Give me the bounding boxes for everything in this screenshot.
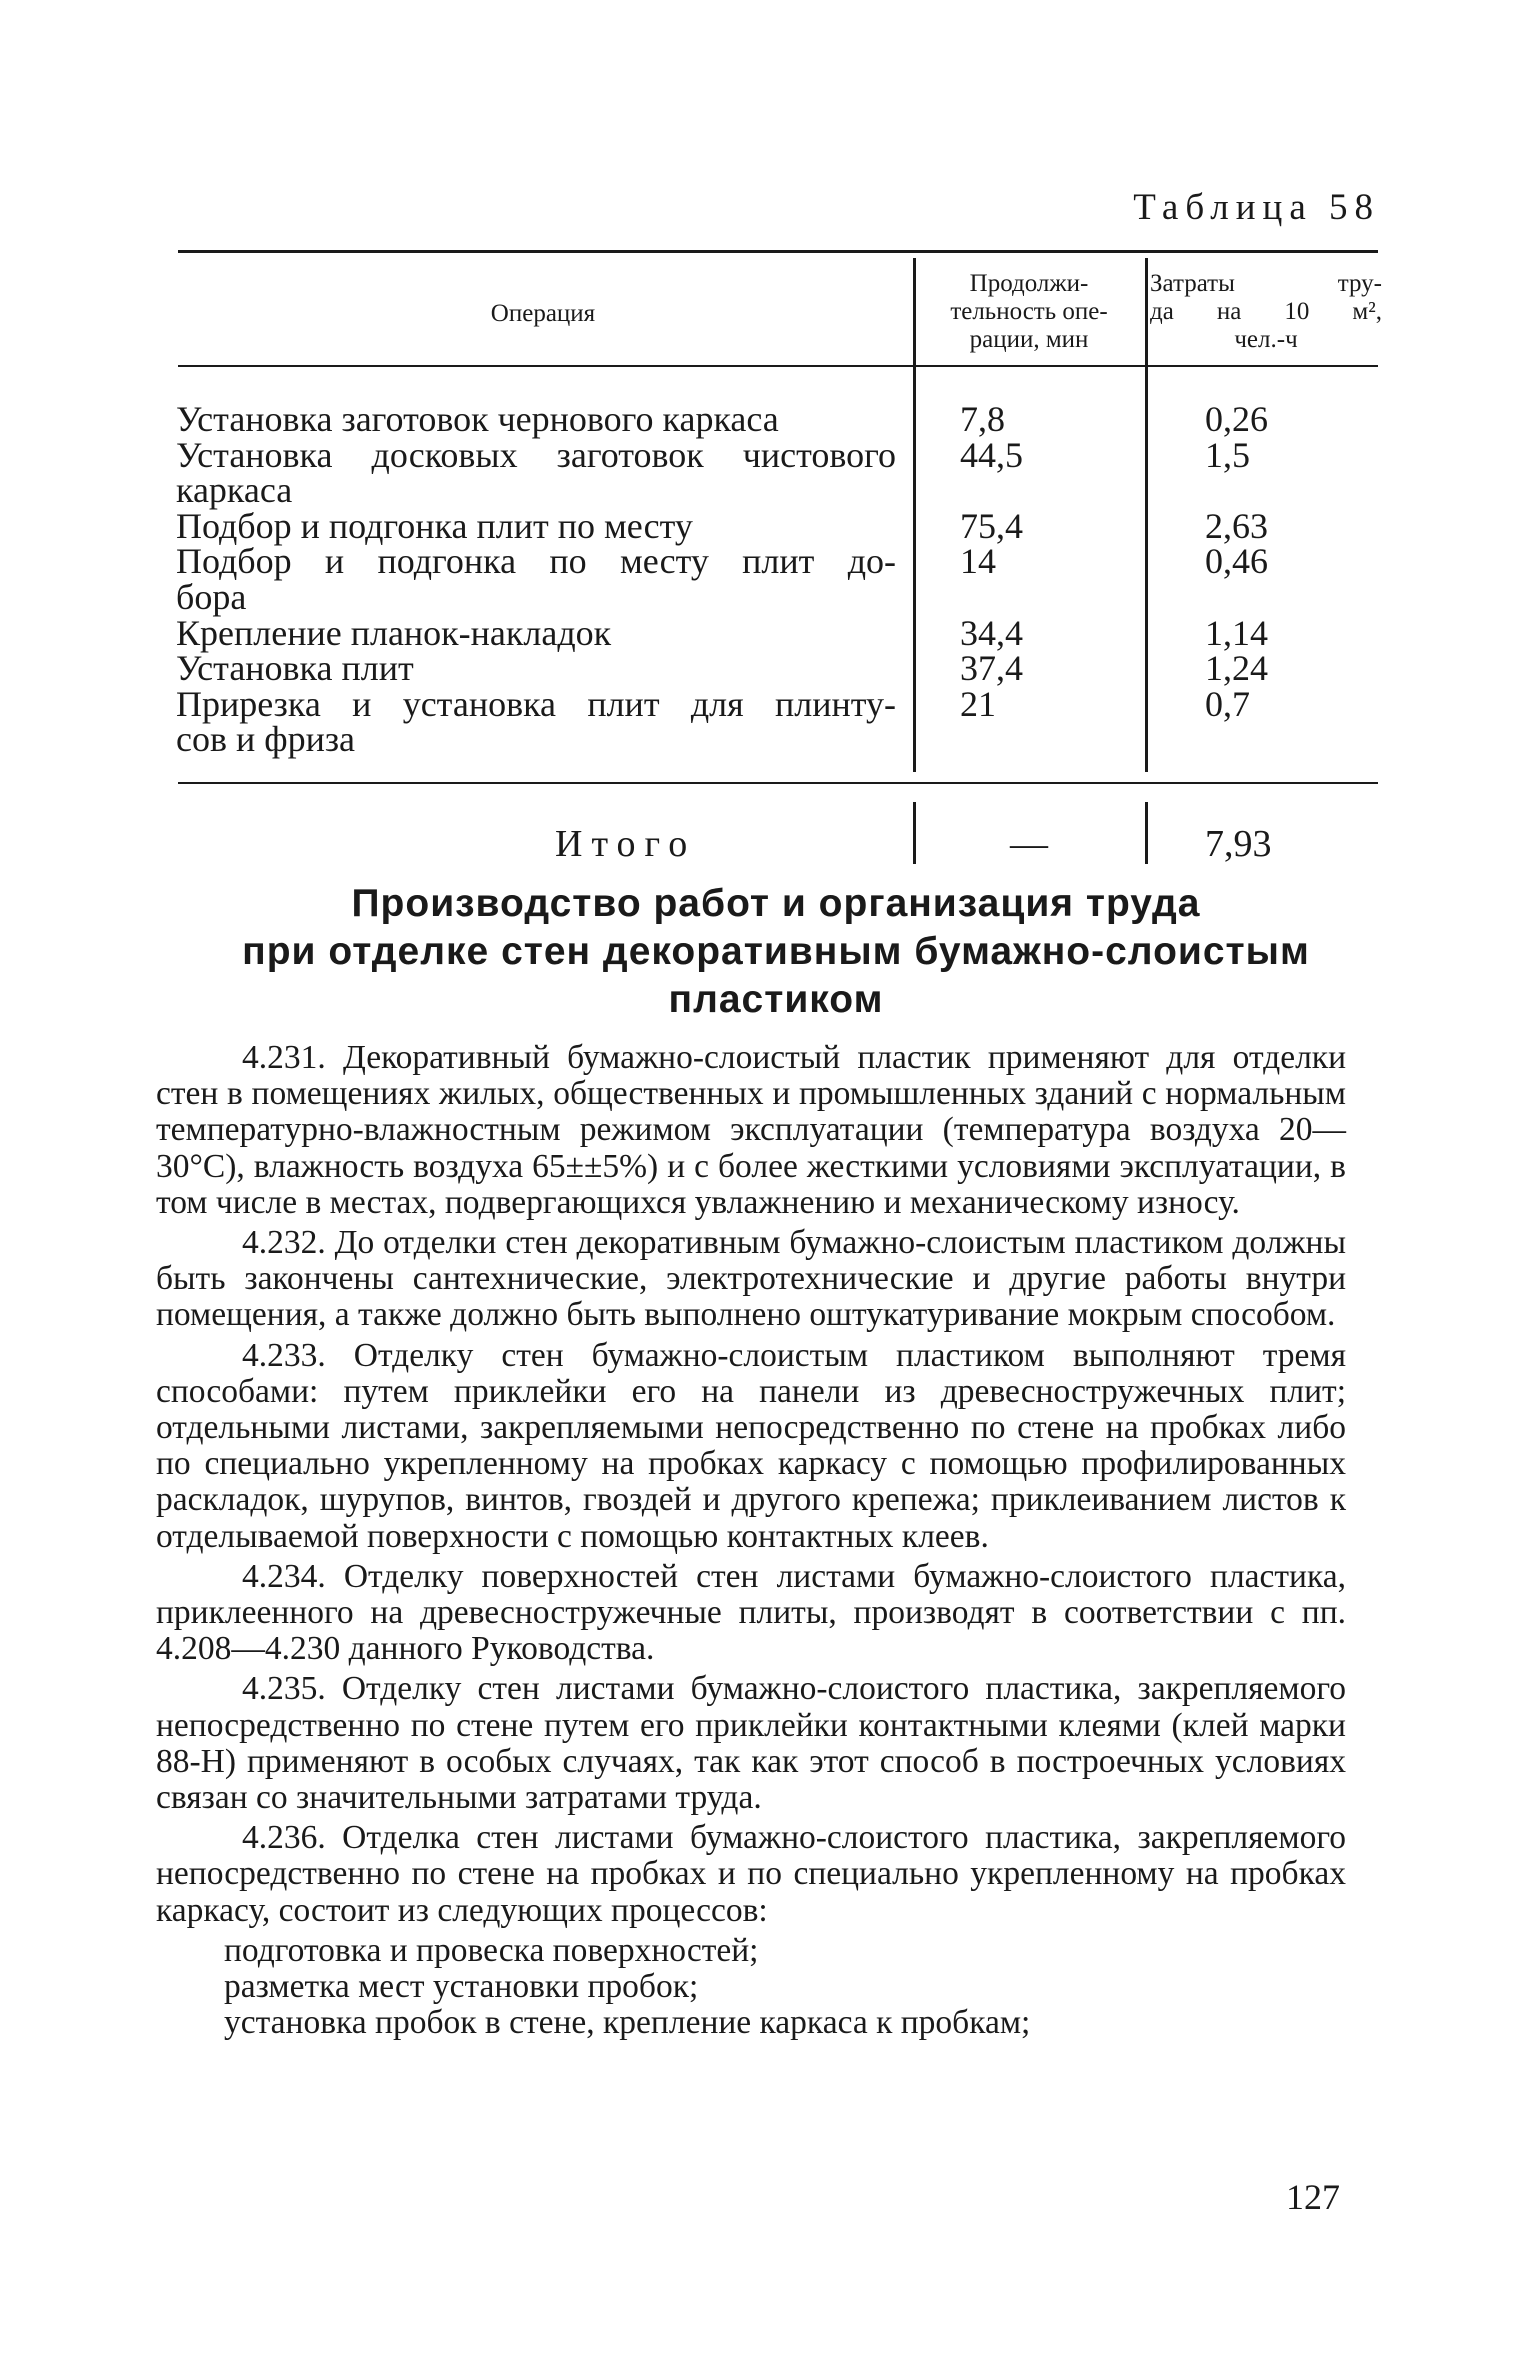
section-title-line: пластиком (668, 978, 884, 1021)
labor-cell: 0,46 (1205, 541, 1268, 582)
operation-cell-continued: бора (176, 576, 247, 617)
spacer (960, 473, 1110, 509)
duration-column (960, 399, 1110, 724)
labor-cell: 1,14 (1205, 612, 1268, 653)
labor-cell: 0,26 (1205, 399, 1268, 439)
labor-cell: 2,63 (1205, 505, 1268, 546)
duration-cell: 75,4 (960, 505, 1023, 546)
section-title-line: Производство работ и организация труда (351, 882, 1201, 925)
header-duration-line: рации, мин (969, 326, 1089, 353)
duration-cell: 34,4 (960, 612, 1023, 653)
labor-cell: 1,24 (1205, 648, 1268, 689)
header-duration (913, 270, 1145, 354)
header-labor-line: чел.-ч (1234, 326, 1298, 353)
operation-cell: Установка заготовок чернового каркаса (176, 399, 779, 439)
column-divider-2-header (1145, 258, 1148, 398)
duration-cell: 7,8 (960, 399, 1005, 439)
duration-cell: 37,4 (960, 648, 1023, 689)
paragraph-4-231: 4.231. Декоративный бумажно-слоистый пластик применяют для отделки стен в помещениях жилых, общественных и промышленных зданий с нормальным температурно-влажностным режимом эксплуатации (температура воздуха 20—30°С), влажность воздуха 65±±5%) и с более жесткими условиями эксплуатации, в том числе в местах, подвергающихся увлажнению и механическому износу. (156, 1039, 1346, 1221)
operation-cell: Установка плит (176, 648, 414, 689)
duration-cell: 44,5 (960, 434, 1023, 475)
operation-cell: Подбор и подгонка плит по месту (176, 505, 693, 546)
table-header-rule (178, 365, 1378, 367)
column-divider-2-body (1145, 382, 1148, 772)
paragraph-4-236: 4.236. Отделка стен листами бумажно-слоистого пластика, закрепляемого непосредственно по стене на пробках и по специально укрепленному на пробках каркасу, состоит из следующих процессов: (156, 1819, 1346, 1929)
total-duration: — (1010, 823, 1048, 865)
list-item: разметка мест установки пробок; (224, 1968, 699, 2006)
total-label: Итого (555, 823, 697, 865)
list-item: установка пробок в стене, крепление каркаса к пробкам; (224, 2004, 1031, 2042)
labor-cell: 0,7 (1205, 683, 1250, 724)
header-duration-line: тельность опе- (950, 298, 1108, 325)
body-text (156, 1040, 1346, 2041)
column-divider-2-total (1145, 802, 1148, 864)
section-title-line: при отделке стен декоративным бумажно-слоистым (242, 930, 1310, 973)
section-title (176, 880, 1376, 1024)
spacer (1205, 473, 1355, 509)
header-duration-line: Продолжи- (969, 270, 1089, 297)
paragraph-4-233: 4.233. Отделку стен бумажно-слоистым пластиком выполняют тремя способами: путем приклейки его на панели из древесностружечных плит; отдельными листами, закрепляемыми непосредственно по стене на пробках либо по специально укрепленному на пробках каркасу с помощью профилированных раскладок, шурупов, винтов, гвоздей и другого крепежа; приклеиванием листов к отделываемой поверхности с помощью контактных клеев. (156, 1336, 1346, 1555)
labor-cell: 1,5 (1205, 434, 1250, 475)
paragraph-4-232: 4.232. До отделки стен декоративным бумажно-слоистым пластиком должны быть закончены сантехнические, электротехнические и другие работы внутри помещения, а также должно быть выполнено оштукатуривание мокрым способом. (156, 1224, 1346, 1334)
list-item: подготовка и провеска поверхностей; (224, 1931, 759, 1969)
operation-cell: Прирезка и установка плит для плинту- (176, 683, 896, 724)
column-divider-1-total (913, 802, 916, 864)
operation-cell: Подбор и подгонка по месту плит до- (176, 541, 896, 582)
table-bottom-rule (178, 782, 1378, 784)
operation-cell: Крепление планок-накладок (176, 612, 612, 653)
duration-cell: 14 (960, 541, 996, 582)
header-labor-line: да на 10 м², (1150, 298, 1382, 325)
table-caption: Таблица 58 (1133, 187, 1380, 228)
labor-column (1205, 399, 1355, 724)
operation-cell-continued: сов и фриза (176, 719, 356, 760)
paragraph-4-235: 4.235. Отделку стен листами бумажно-слоистого пластика, закрепляемого непосредственно по стене путем его приклейки контактными клеями (клей марки 88-Н) применяют в особых случаях, так как этот способ в построечных условиях связан со значительными затратами труда. (156, 1670, 1346, 1817)
header-labor (1150, 270, 1382, 354)
paragraph-4-234: 4.234. Отделку поверхностей стен листами бумажно-слоистого пластика, приклеенного на древесностружечные плиты, производят в соответствии с пп. 4.208—4.230 данного Руководства. (156, 1557, 1346, 1668)
spacer (960, 580, 1110, 616)
duration-cell: 21 (960, 683, 996, 724)
column-divider-1-body (913, 382, 916, 772)
header-operation: Операция (490, 300, 596, 327)
page-number: 127 (1286, 2177, 1340, 2217)
operation-cell: Установка досковых заготовок чистового (176, 434, 896, 475)
header-labor-line: Затраты тру- (1150, 270, 1382, 297)
spacer (1205, 580, 1355, 616)
table-top-rule (178, 250, 1378, 253)
operation-column (176, 399, 896, 760)
total-labor: 7,93 (1205, 823, 1272, 865)
operation-cell-continued: каркаса (176, 470, 293, 511)
